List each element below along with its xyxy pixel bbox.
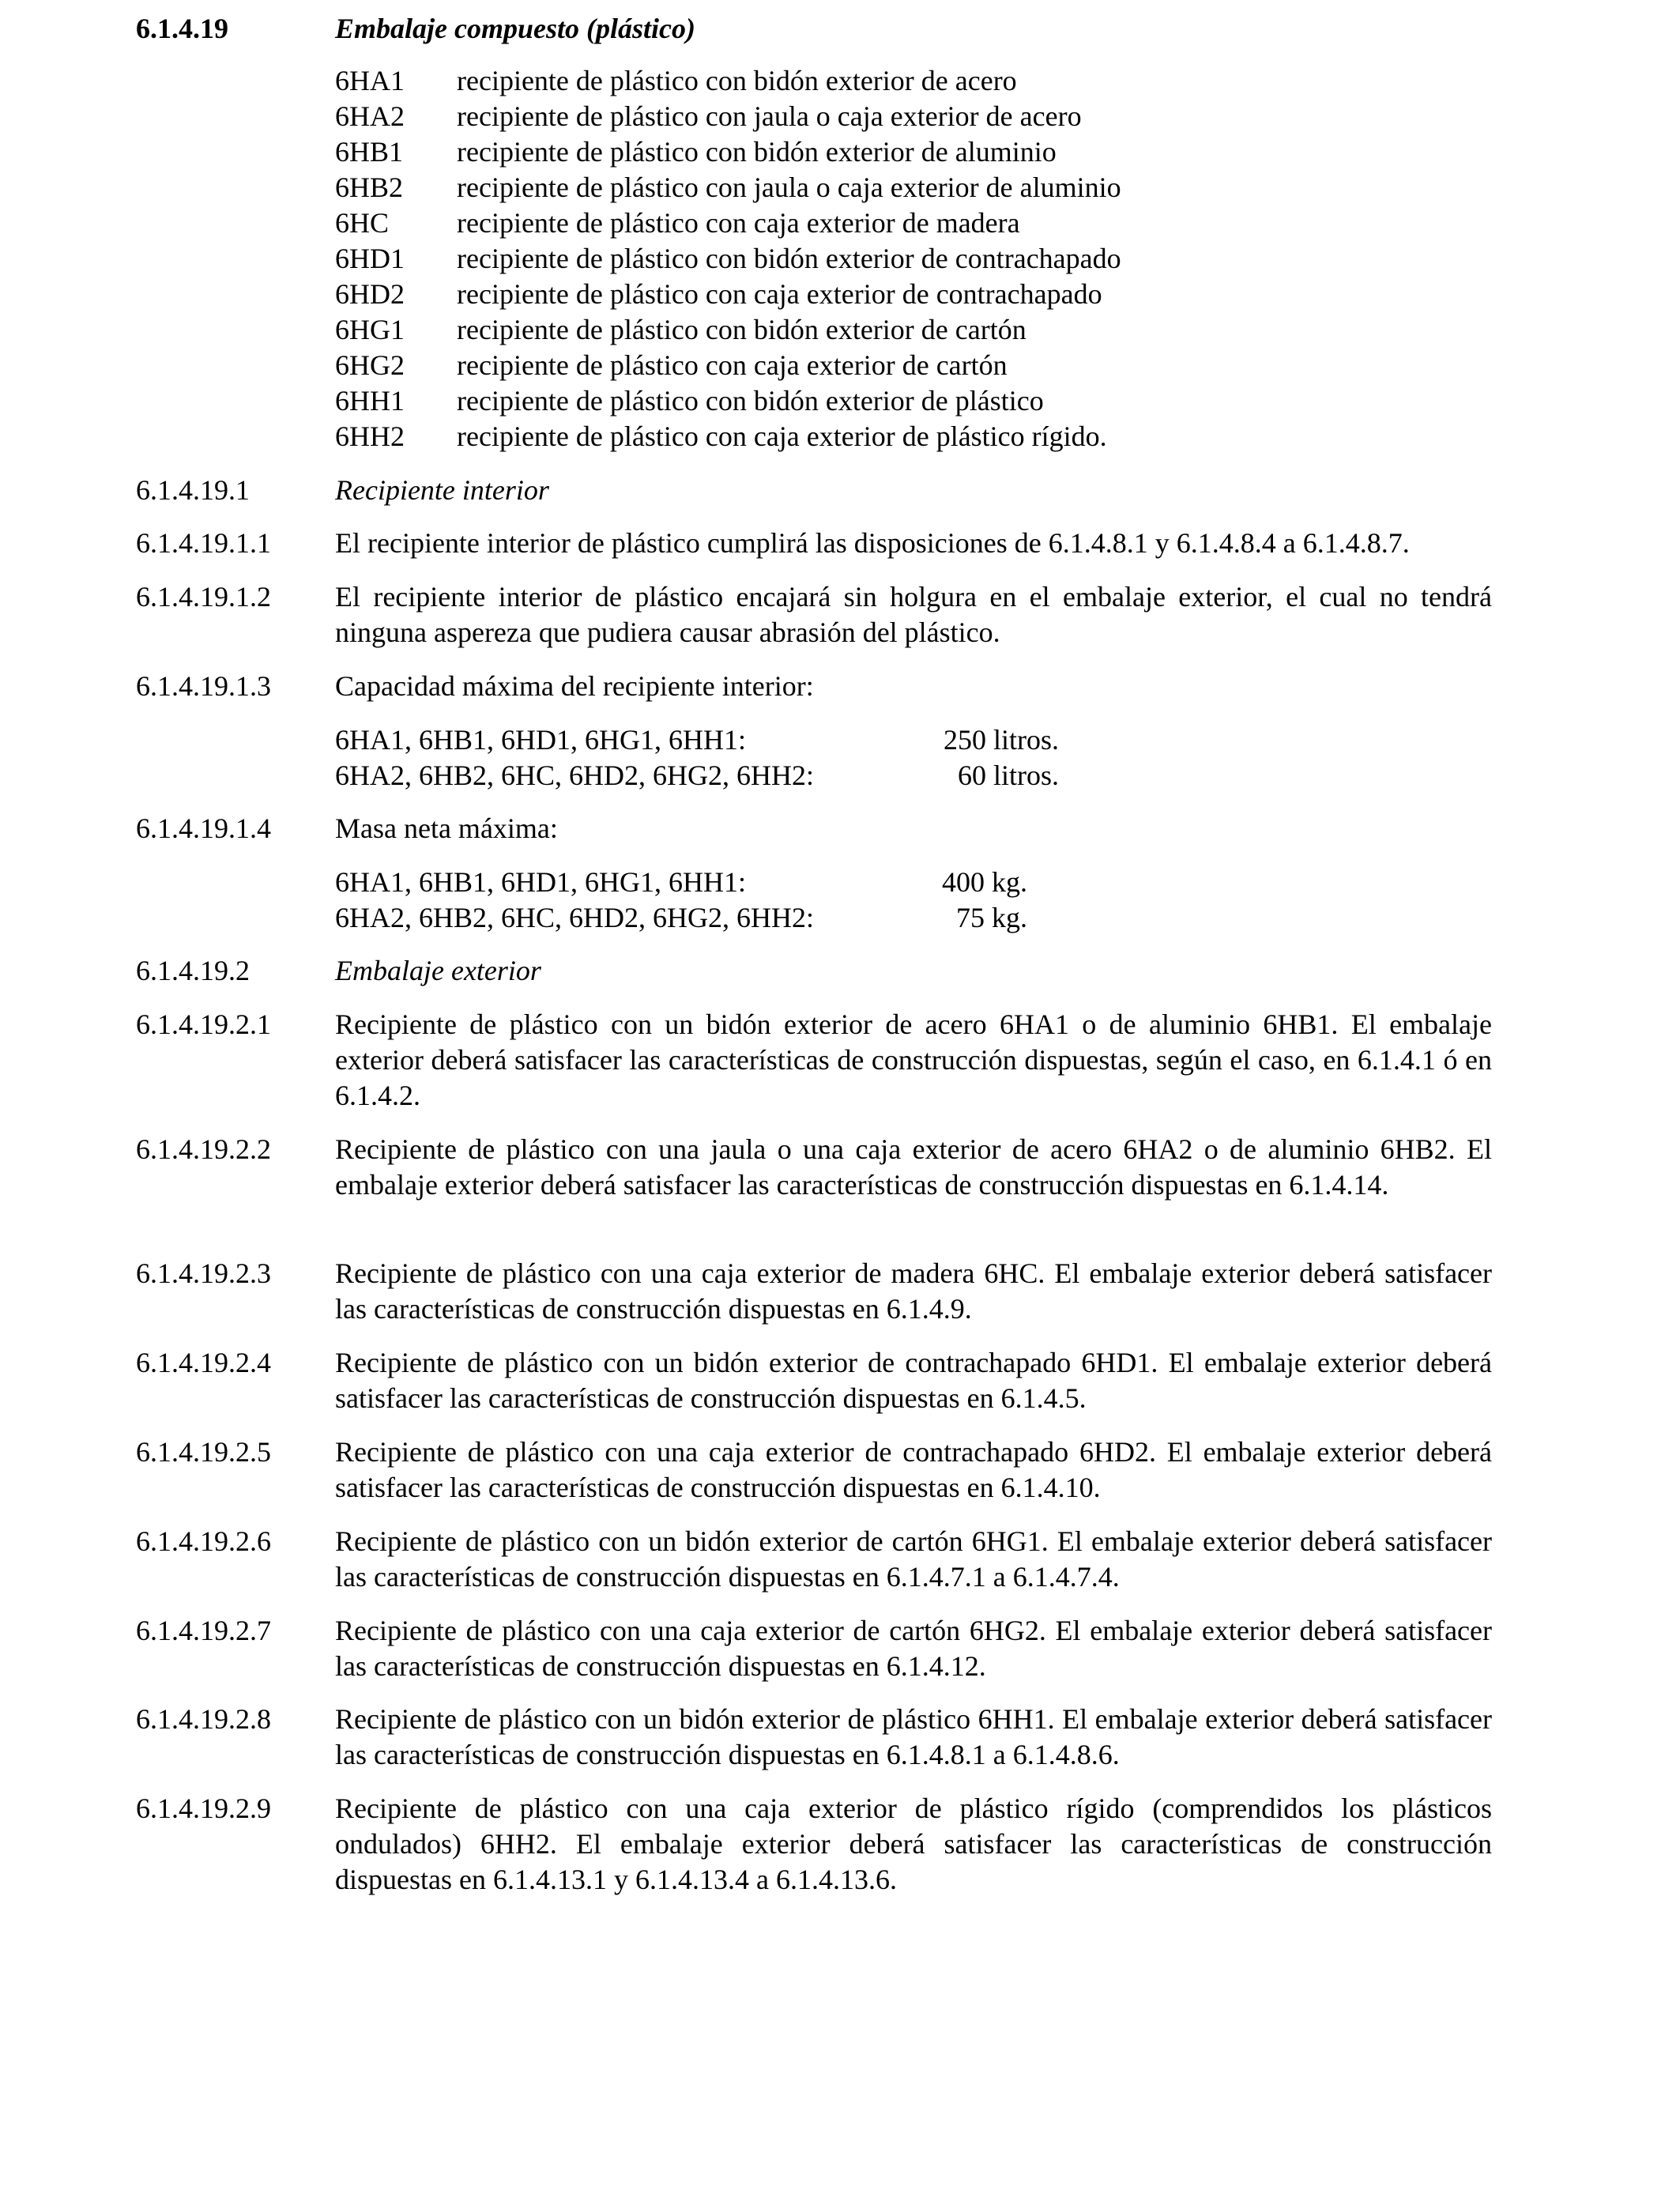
paragraph-text: Capacidad máxima del recipiente interior:	[335, 670, 814, 702]
paragraph-text: Recipiente de plástico con una caja exterior de cartón 6HG2. El embalaje exterior deberá satisfacer las características de construcción dispuestas en 6.1.4.12.	[335, 1615, 1492, 1682]
subsection-number: 6.1.4.19.2	[136, 955, 250, 986]
mass-value: 75 kg.	[956, 902, 1027, 933]
code-label: 6HB1	[335, 136, 404, 168]
code-label: 6HB2	[335, 172, 404, 203]
capacity-value: 250 litros.	[943, 724, 1059, 756]
paragraph-number: 6.1.4.19.2.7	[136, 1615, 271, 1646]
code-description: recipiente de plástico con caja exterior de contrachapado	[457, 278, 1102, 310]
code-description: recipiente de plástico con bidón exterior de aluminio	[457, 136, 1057, 168]
paragraph-number: 6.1.4.19.2.3	[136, 1257, 271, 1289]
code-description: recipiente de plástico con jaula o caja exterior de aluminio	[457, 172, 1121, 203]
code-label: 6HC	[335, 207, 390, 239]
paragraph-text: Masa neta máxima:	[335, 812, 558, 844]
subsection-number: 6.1.4.19.1	[136, 474, 250, 506]
paragraph-number: 6.1.4.19.2.1	[136, 1008, 271, 1040]
code-label: 6HG2	[335, 349, 405, 381]
paragraph-number: 6.1.4.19.2.8	[136, 1703, 271, 1735]
mass-value: 400 kg.	[942, 866, 1027, 898]
code-label: 6HH2	[335, 420, 405, 452]
mass-label: 6HA2, 6HB2, 6HC, 6HD2, 6HG2, 6HH2:	[335, 902, 815, 933]
code-label: 6HD2	[335, 278, 405, 310]
code-label: 6HD1	[335, 243, 405, 274]
mass-label: 6HA1, 6HB1, 6HD1, 6HG1, 6HH1:	[335, 866, 746, 898]
paragraph-text: Recipiente de plástico con un bidón exterior de cartón 6HG1. El embalaje exterior deberá satisfacer las características de construcción dispuestas en 6.1.4.7.1 a 6.1.4.7.4.	[335, 1525, 1492, 1593]
code-description: recipiente de plástico con caja exterior de plástico rígido.	[457, 420, 1107, 452]
section-title: Embalaje compuesto (plástico)	[335, 13, 695, 44]
paragraph-text: El recipiente interior de plástico encajará sin holgura en el embalaje exterior, el cual no tendrá ninguna aspereza que pudiera causar abrasión del plástico.	[335, 581, 1492, 648]
paragraph-number: 6.1.4.19.2.9	[136, 1793, 271, 1824]
paragraph-number: 6.1.4.19.1.1	[136, 527, 271, 559]
paragraph-text: Recipiente de plástico con una caja exterior de contrachapado 6HD2. El embalaje exterior deberá satisfacer las características de construcción dispuestas en 6.1.4.10.	[335, 1436, 1492, 1503]
capacity-label: 6HA1, 6HB1, 6HD1, 6HG1, 6HH1:	[335, 724, 746, 756]
code-label: 6HH1	[335, 385, 405, 417]
code-label: 6HG1	[335, 314, 405, 345]
code-description: recipiente de plástico con bidón exterior de cartón	[457, 314, 1026, 345]
paragraph-number: 6.1.4.19.2.6	[136, 1525, 271, 1557]
paragraph-number: 6.1.4.19.1.2	[136, 581, 271, 613]
paragraph-text: Recipiente de plástico con una jaula o una caja exterior de acero 6HA2 o de aluminio 6HB2. El embalaje exterior deberá satisfacer las características de construcción dispuestas en 6.1.4.14.	[335, 1133, 1492, 1201]
code-description: recipiente de plástico con caja exterior de madera	[457, 207, 1020, 239]
code-label: 6HA2	[335, 100, 405, 132]
capacity-label: 6HA2, 6HB2, 6HC, 6HD2, 6HG2, 6HH2:	[335, 760, 815, 791]
code-description: recipiente de plástico con bidón exterior de acero	[457, 65, 1017, 96]
paragraph-number: 6.1.4.19.2.2	[136, 1133, 271, 1165]
code-description: recipiente de plástico con bidón exterior de plástico	[457, 385, 1044, 417]
paragraph-text: Recipiente de plástico con una caja exterior de madera 6HC. El embalaje exterior deberá satisfacer las características de construcción dispuestas en 6.1.4.9.	[335, 1257, 1492, 1325]
paragraph-number: 6.1.4.19.2.5	[136, 1436, 271, 1468]
paragraph-text: El recipiente interior de plástico cumplirá las disposiciones de 6.1.4.8.1 y 6.1.4.8.4 a 6.1.4.8.7.	[335, 527, 1410, 559]
paragraph-number: 6.1.4.19.1.4	[136, 812, 271, 844]
subsection-title: Embalaje exterior	[335, 955, 541, 986]
code-description: recipiente de plástico con jaula o caja exterior de acero	[457, 100, 1082, 132]
capacity-value: 60 litros.	[957, 760, 1059, 791]
paragraph-number: 6.1.4.19.1.3	[136, 670, 271, 702]
paragraph-text: Recipiente de plástico con un bidón exterior de plástico 6HH1. El embalaje exterior deberá satisfacer las características de construcción dispuestas en 6.1.4.8.1 a 6.1.4.8.6.	[335, 1703, 1492, 1770]
subsection-title: Recipiente interior	[335, 474, 549, 506]
paragraph-text: Recipiente de plástico con un bidón exterior de contrachapado 6HD1. El embalaje exterior deberá satisfacer las características de construcción dispuestas en 6.1.4.5.	[335, 1347, 1492, 1414]
code-description: recipiente de plástico con caja exterior de cartón	[457, 349, 1008, 381]
code-description: recipiente de plástico con bidón exterior de contrachapado	[457, 243, 1121, 274]
section-number: 6.1.4.19	[136, 13, 228, 44]
paragraph-number: 6.1.4.19.2.4	[136, 1347, 271, 1378]
paragraph-text: Recipiente de plástico con un bidón exterior de acero 6HA1 o de aluminio 6HB1. El embalaje exterior deberá satisfacer las características de construcción dispuestas, según el caso, en 6.1.4.1 ó en 6.1.4.2.	[335, 1008, 1492, 1111]
code-label: 6HA1	[335, 65, 405, 96]
paragraph-text: Recipiente de plástico con una caja exterior de plástico rígido (comprendidos los plásticos ondulados) 6HH2. El embalaje exterior deberá satisfacer las características de construcción dispuestas en 6.1.4.13.1 y 6.1.4.13.4 a 6.1.4.13.6.	[335, 1793, 1492, 1895]
